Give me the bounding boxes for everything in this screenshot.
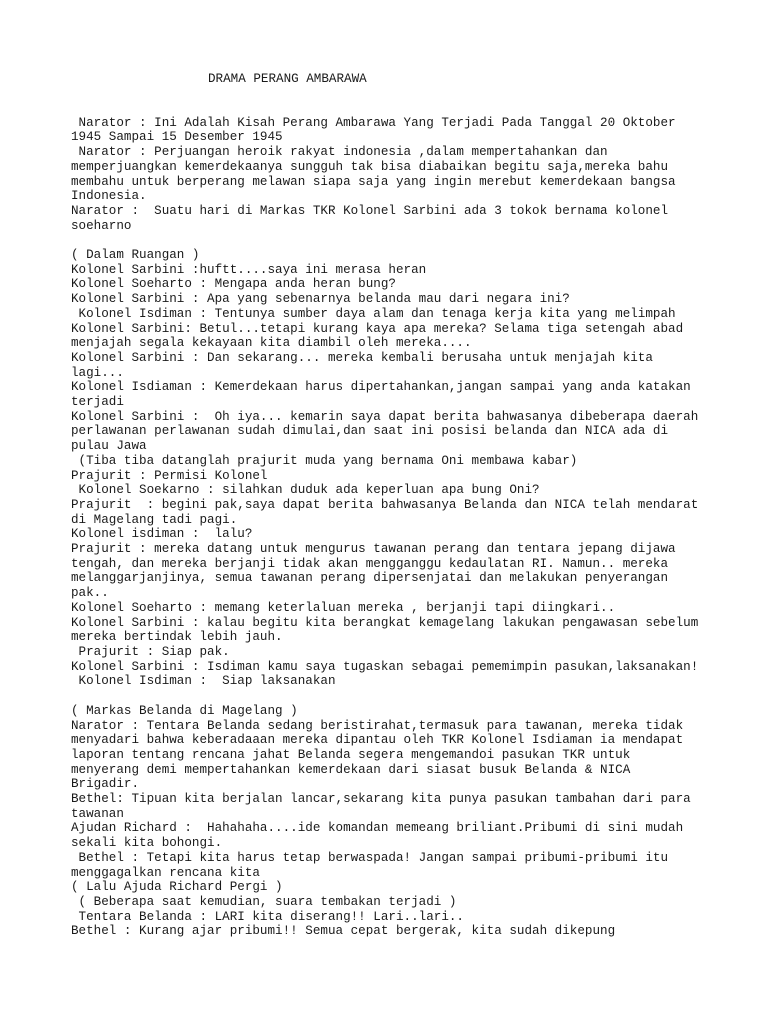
text-line: lagi... (71, 365, 124, 380)
text-line: Kolonel Sarbini : Dan sekarang... mereka kembali berusaha untuk menjajah kita (71, 350, 653, 365)
text-line: ( Markas Belanda di Magelang ) (71, 703, 298, 718)
text-line: Kolonel Sarbini : kalau begitu kita berangkat kemagelang lakukan pengawasan sebelum (71, 615, 699, 630)
text-line: soeharno (71, 218, 132, 233)
text-line: di Magelang tadi pagi. (71, 512, 238, 527)
text-line: Kolonel Soeharto : Mengapa anda heran bung? (71, 277, 396, 292)
text-line: membahu untuk berperang melawan siapa saja yang ingin merebut kemerdekaan bangsa (71, 174, 676, 189)
text-line: sekali kita bohongi. (71, 836, 223, 851)
text-line: Kolonel Isdiman : Siap laksanakan (71, 674, 336, 689)
text-line: Kolonel Isdiaman : Kemerdekaan harus dipertahankan,jangan sampai yang anda katakan (71, 380, 691, 395)
text-line: Kolonel Sarbini: Betul...tetapi kurang kaya apa mereka? Selama tiga setengah abad (71, 321, 684, 336)
text-line: tawanan (71, 806, 124, 821)
text-line: Kolonel Soeharto : memang keterlaluan mereka , berjanji tapi diingkari.. (71, 600, 616, 615)
text-line: Kolonel Soekarno : silahkan duduk ada keperluan apa bung Oni? (71, 483, 540, 498)
text-line: Narator : Suatu hari di Markas TKR Kolonel Sarbini ada 3 tokok bernama kolonel (71, 203, 669, 218)
text-line: ( Beberapa saat kemudian, suara tembakan terjadi ) (71, 894, 457, 909)
text-line: Indonesia. (71, 189, 147, 204)
text-line: Prajurit : mereka datang untuk mengurus tawanan perang dan tentara jepang dijawa (71, 542, 676, 557)
text-line: Bethel : Kurang ajar pribumi!! Semua cepat bergerak, kita sudah dikepung (71, 924, 616, 939)
text-line: tengah, dan mereka berjanji tidak akan mengganggu kedaulatan RI. Namun.. mereka (71, 556, 669, 571)
text-line: Brigadir. (71, 777, 140, 792)
text-line (71, 689, 711, 704)
text-line: Kolonel Sarbini : Oh iya... kemarin saya dapat berita bahwasanya dibeberapa daerah (71, 409, 699, 424)
text-line: Kolonel Isdiman : Tentunya sumber daya alam dan tenaga kerja kita yang melimpah (71, 306, 676, 321)
text-line: Tentara Belanda : LARI kita diserang!! Lari..lari.. (71, 909, 464, 924)
text-line: Prajurit : Siap pak. (71, 645, 230, 659)
text-line: terjadi (71, 395, 124, 410)
text-line: laporan tentang rencana jahat Belanda segera mengemandoi pasukan TKR untuk (71, 747, 631, 762)
text-line: menyadari bahwa keberadaaan mereka dipantau oleh TKR Kolonel Isdiaman ia mendapat (71, 733, 684, 748)
text-line: Prajurit : begini pak,saya dapat berita bahwasanya Belanda dan NICA telah mendarat (71, 497, 699, 512)
text-line: ( Dalam Ruangan ) (71, 248, 200, 263)
text-line: Prajurit : Permisi Kolonel (71, 468, 268, 483)
text-line: (Tiba tiba datanglah prajurit muda yang bernama Oni membawa kabar) (71, 453, 578, 468)
text-line: pak.. (71, 586, 109, 601)
text-line: Kolonel Sarbini : Apa yang sebenarnya belanda mau dari negara ini? (71, 292, 570, 307)
text-line: menjajah segala kekayaan kita diambil oleh mereka.... (71, 336, 472, 351)
text-line: Bethel : Tetapi kita harus tetap berwaspada! Jangan sampai pribumi-pribumi itu (71, 850, 669, 865)
text-line: Kolonel Sarbini :huftt....saya ini merasa heran (71, 262, 427, 277)
text-line: menyerang demi mempertahankan kemerdekaan dari siasat busuk Belanda & NICA (71, 762, 631, 777)
text-line: Narator : Tentara Belanda sedang beristirahat,termasuk para tawanan, mereka tidak (71, 718, 684, 733)
text-line: memperjuangkan kemerdekaanya sungguh tak bisa diabaikan begitu saja,mereka bahu (71, 159, 669, 174)
text-line (71, 233, 711, 248)
text-line: Kolonel Sarbini : Isdiman kamu saya tugaskan sebagai pememimpin pasukan,laksanakan! (71, 659, 699, 674)
text-line: Kolonel isdiman : lalu? (71, 527, 253, 542)
text-line: melanggarjanjinya, semua tawanan perang dipersenjatai dan melakukan penyerangan (71, 571, 669, 586)
text-line: Bethel: Tipuan kita berjalan lancar,sekarang kita punya pasukan tambahan dari para (71, 792, 691, 807)
text-line: Ajudan Richard : Hahahaha....ide komandan memeang briliant.Pribumi di sini mudah (71, 821, 684, 836)
document-body (71, 116, 711, 939)
document-page (71, 72, 711, 939)
text-line: Narator : Perjuangan heroik rakyat indonesia ,dalam mempertahankan dan (71, 145, 608, 160)
text-line: ( Lalu Ajuda Richard Pergi ) (71, 880, 283, 895)
text-line: menggagalkan rencana kita (71, 865, 260, 880)
text-line: Narator : Ini Adalah Kisah Perang Ambarawa Yang Terjadi Pada Tanggal 20 Oktober (71, 115, 676, 130)
text-line: pulau Jawa (71, 439, 147, 454)
text-line: perlawanan perlawanan sudah dimulai,dan saat ini posisi belanda dan NICA ada di (71, 424, 669, 439)
document-title: DRAMA PERANG AMBARAWA (208, 72, 367, 86)
text-line: 1945 Sampai 15 Desember 1945 (71, 130, 283, 145)
text-line: mereka bertindak lebih jauh. (71, 630, 283, 645)
